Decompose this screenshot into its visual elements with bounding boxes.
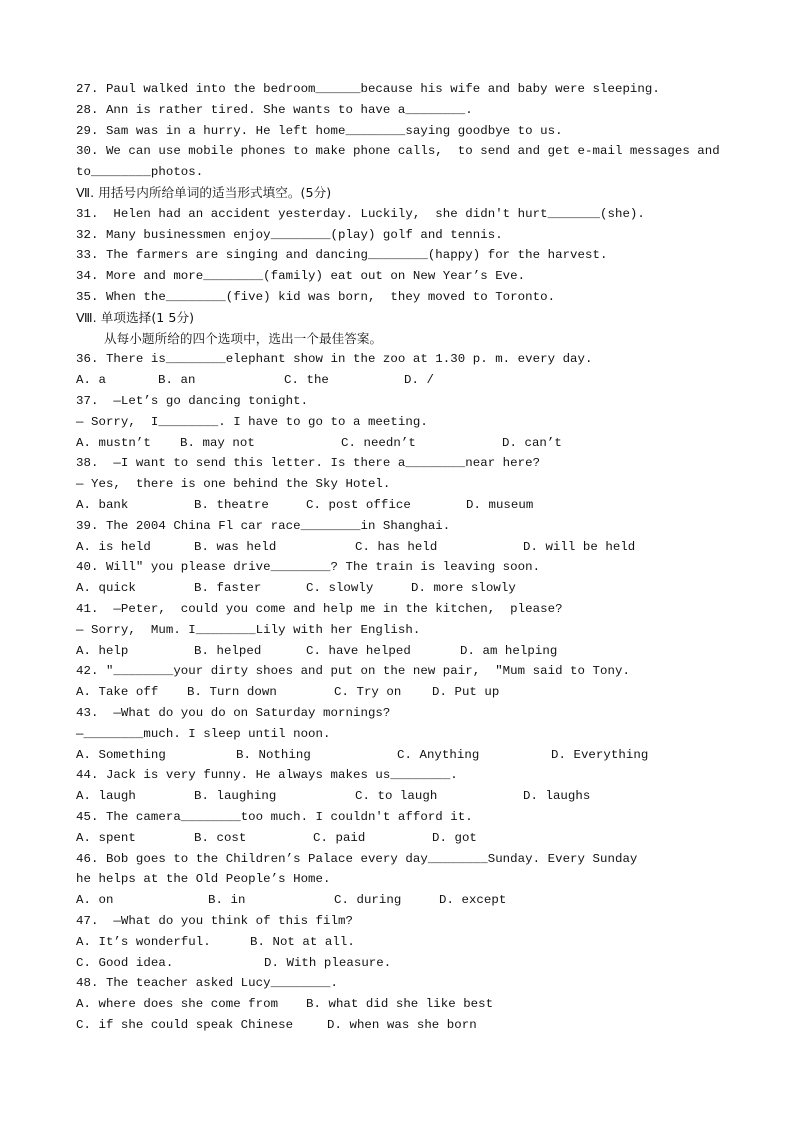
question-line: to________photos. [76,165,204,180]
question-line: 38. —I want to send this letter. Is there a________near here? [76,456,541,471]
question-line: 33. The farmers are singing and dancing________(happy) for the harvest. [76,248,608,263]
option-a: A. spent [76,830,136,845]
option-a: A. quick [76,581,136,596]
option-b: D. With pleasure. [264,955,392,970]
question-line: 28. Ann is rather tired. She wants to have a________. [76,102,473,117]
question-line: he helps at the Old People’s Home. [76,872,331,887]
option-d: D. got [432,830,477,845]
question-line: 45. The camera________too much. I couldn't afford it. [76,810,473,824]
option-d: D. am helping [460,643,558,658]
question-line: 43. —What do you do on Saturday mornings? [76,706,391,720]
option-d: D. more slowly [411,581,516,596]
option-c: C. Try on [334,685,402,700]
question-line: 30. We can use mobile phones to make phone calls, to send and get e-mail messages and [76,144,720,159]
option-a: A. help [76,643,129,658]
option-row [0,747,794,763]
option-row [0,996,794,1012]
option-d: D. / [404,373,434,388]
option-row [0,1017,794,1033]
option-d: D. museum [466,498,534,512]
option-c: C. paid [313,830,366,845]
option-row [0,497,794,513]
option-a: C. Good idea. [76,955,174,970]
question-line: 44. Jack is very funny. He always makes us________. [76,768,458,783]
option-b: B. may not [180,435,255,450]
option-c: C. during [334,893,402,908]
option-c: C. needn’t [341,435,416,450]
section-heading: Ⅶ. 用括号内所给单词的适当形式填空。(5分) [76,185,332,200]
option-b: B. faster [194,581,262,596]
option-row [0,372,794,388]
option-b: B. was held [194,539,277,554]
option-d: D. will be held [523,539,636,554]
option-row [0,830,794,846]
option-row [0,892,794,908]
option-b: B. helped [194,643,262,658]
option-row [0,539,794,555]
question-line: 29. Sam was in a hurry. He left home________saying goodbye to us. [76,123,563,138]
option-a: A. where does she come from [76,997,279,1012]
option-c: C. have helped [306,643,411,658]
question-line: 37. —Let’s go dancing tonight. [76,394,309,408]
question-line: 47. —What do you think of this film? [76,914,353,928]
question-line: — Yes, there is one behind the Sky Hotel. [76,477,391,492]
question-line: 35. When the________(five) kid was born, they moved to Toronto. [76,290,556,304]
option-d: D. except [439,893,507,908]
option-a: A. mustn’t [76,435,151,450]
option-d: D. Put up [432,685,500,700]
option-d: D. Everything [551,747,649,762]
option-a: A. on [76,893,114,908]
option-a: A. It’s wonderful. [76,934,211,949]
option-b: B. laughing [194,789,277,804]
question-line: 36. There is________elephant show in the zoo at 1.30 p. m. every day. [76,352,593,367]
option-a: A. bank [76,498,129,512]
question-line: 34. More and more________(family) eat out on New Year’s Eve. [76,269,526,284]
option-c: C. Anything [397,747,480,762]
question-line: 31. Helen had an accident yesterday. Luckily, she didn't hurt_______(she). [76,206,645,221]
question-line: 42. ″________your dirty shoes and put on the new pair, ″Mum said to Tony. [76,664,630,679]
question-line: 46. Bob goes to the Children’s Palace every day________Sunday. Every Sunday [76,851,638,866]
option-a: C. if she could speak Chinese [76,1018,294,1032]
option-row [0,934,794,950]
question-line: 39. The 2004 China Fl car race________in Shanghai. [76,518,451,533]
question-line: 40. Will″ you please drive________? The train is leaving soon. [76,560,541,575]
option-c: C. the [284,373,329,388]
option-row [0,435,794,451]
option-b: B. cost [194,830,247,845]
option-a: A. is held [76,539,151,554]
question-line: 48. The teacher asked Lucy________. [76,976,338,991]
option-c: C. slowly [306,581,374,596]
option-row [0,580,794,596]
question-line: 27. Paul walked into the bedroom______because his wife and baby were sleeping. [76,82,660,96]
option-b: B. Turn down [187,685,277,700]
section-heading: Ⅷ. 单项选择(1 5分) [76,309,195,325]
option-a: A. Take off [76,685,159,700]
option-b: B. theatre [194,498,269,512]
option-c: C. to laugh [355,789,438,804]
option-row [0,643,794,659]
option-row [0,684,794,700]
option-b: D. when was she born [327,1018,477,1032]
option-c: C. has held [355,539,438,554]
question-line: — Sorry, Mum. I________Lily with her English. [76,622,421,637]
option-b: B. an [158,373,196,388]
section-heading: 从每小题所给的四个选项中，选出一个最佳答案。 [104,330,383,346]
option-b: B. what did she like best [306,997,494,1012]
question-line: —________much. I sleep until noon. [76,726,331,741]
option-row [0,788,794,804]
option-a: A. a [76,373,106,388]
question-line: 41. —Peter, could you come and help me in the kitchen, please? [76,602,563,616]
option-b: B. in [208,893,246,908]
option-d: D. can’t [502,435,562,450]
option-row [0,955,794,971]
option-b: B. Not at all. [250,934,355,949]
option-a: A. laugh [76,789,136,804]
option-d: D. laughs [523,789,591,804]
option-c: C. post office [306,498,411,512]
question-line: — Sorry, I________. I have to go to a meeting. [76,414,428,429]
question-line: 32. Many businessmen enjoy________(play) golf and tennis. [76,227,503,242]
option-a: A. Something [76,747,166,762]
option-b: B. Nothing [236,747,311,762]
